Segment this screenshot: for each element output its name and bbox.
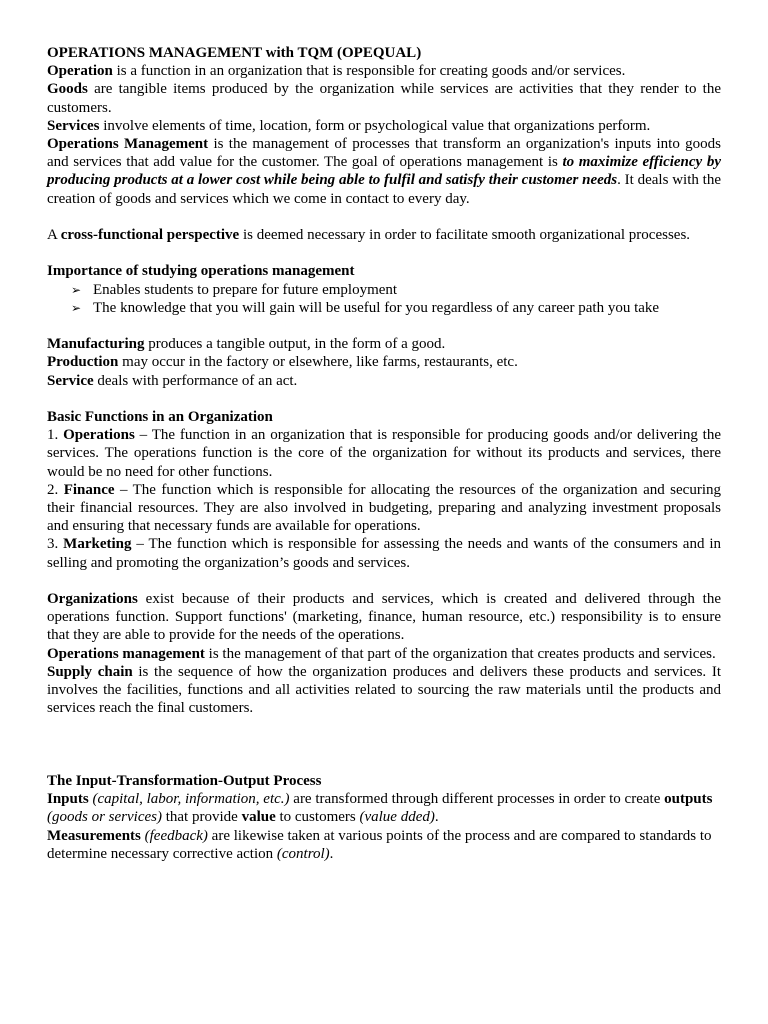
- term: outputs: [664, 791, 713, 808]
- list-item-text: Enables students to prepare for future employment: [93, 281, 398, 298]
- definition-service: [47, 372, 721, 390]
- term: cross-functional perspective: [60, 227, 240, 244]
- definition-text: deals with performance of an act.: [93, 372, 298, 389]
- ito-heading: The Input-Transformation-Output Process: [47, 773, 322, 790]
- goal-emphasis: to maximize efficiency by producing products at a lower cost while being able to fulfil and satisfy their customer needs: [47, 154, 721, 189]
- term: Operation: [47, 63, 113, 80]
- italic-text: (control): [276, 845, 330, 862]
- dash: –: [131, 536, 149, 553]
- italic-text: (value dded): [359, 809, 435, 826]
- italic-text: (goods or services): [47, 809, 162, 826]
- term: Operations management: [47, 645, 205, 662]
- term: Operations: [63, 427, 135, 444]
- text: is deemed necessary in order to facilitate smooth organizational processes.: [239, 227, 691, 244]
- text: to customers: [275, 809, 360, 826]
- text: are likewise taken at various points of the process and are compared to standards to determine necessary corrective action: [47, 827, 712, 862]
- text: that provide: [161, 809, 242, 826]
- importance-list: [47, 281, 721, 317]
- text: are transformed through different processes in order to create: [289, 791, 665, 808]
- arrow-bullet-icon: ➢: [71, 300, 82, 315]
- item-text: The function which is responsible for assessing the needs and wants of the consumers and in selling and promoting the organization’s goods and services.: [47, 536, 722, 571]
- text: A: [47, 227, 61, 244]
- definition-operations-management-2: [47, 645, 721, 663]
- ito-measurements-paragraph: [47, 827, 721, 863]
- definition-text: produces a tangible output, in the form of a good.: [144, 336, 446, 353]
- arrow-bullet-icon: ➢: [71, 282, 82, 297]
- definition-text: is the management of that part of the organization that creates products and services.: [204, 645, 716, 662]
- definition-operations-management: [47, 135, 721, 208]
- term: Supply chain: [47, 663, 133, 680]
- list-item: [71, 281, 721, 299]
- italic-text: (feedback): [144, 827, 208, 844]
- importance-heading: Importance of studying operations management: [47, 263, 355, 280]
- function-item-finance: [47, 481, 721, 536]
- item-number: 2.: [47, 481, 64, 498]
- list-item: [71, 299, 721, 317]
- term: Service: [47, 372, 94, 389]
- dash: –: [114, 481, 133, 498]
- term: Operations Management: [47, 136, 209, 153]
- item-text: The function in an organization that is responsible for producing goods and/or delivering the services. The operations function is the core of the organization for without its products and services, there would be no need for other functions.: [47, 427, 722, 480]
- definition-services: [47, 117, 721, 135]
- dash: –: [134, 427, 152, 444]
- term: Inputs: [47, 791, 89, 808]
- definition-text: are tangible items produced by the organization while services are activities that they render to the customers.: [47, 81, 721, 116]
- term: Measurements: [47, 827, 141, 844]
- document-title: OPERATIONS MANAGEMENT with TQM (OPEQUAL): [47, 45, 422, 61]
- basic-functions-heading: Basic Functions in an Organization: [47, 409, 273, 425]
- definition-text: is the management of processes that transform an organization's inputs into goods and services that add value for the customer. The goal of operations management is: [47, 136, 721, 171]
- term: Organizations: [47, 591, 138, 608]
- term: Goods: [47, 81, 88, 98]
- term: Production: [47, 354, 119, 371]
- definition-goods: [47, 80, 721, 116]
- cross-functional-paragraph: [47, 226, 721, 244]
- document-body: [47, 44, 721, 863]
- term: value: [241, 809, 276, 826]
- text: .: [329, 845, 334, 862]
- term: Services: [47, 117, 100, 134]
- term: Marketing: [63, 536, 132, 553]
- term: Finance: [63, 481, 115, 498]
- definition-text: involve elements of time, location, form or psychological value that organizations perform.: [99, 117, 651, 134]
- italic-text: (capital, labor, information, etc.): [92, 791, 290, 808]
- term: Manufacturing: [47, 336, 145, 353]
- definition-text: may occur in the factory or elsewhere, like farms, restaurants, etc.: [118, 354, 518, 371]
- ito-inputs-paragraph: [47, 790, 721, 826]
- text: .: [434, 809, 439, 826]
- definition-text: is the sequence of how the organization produces and delivers these products and services. It involves the facilities, functions and all activities related to sourcing the raw materials until the products and services reach the final customers.: [47, 663, 721, 717]
- definition-production: [47, 353, 721, 371]
- item-number: 3.: [47, 536, 64, 553]
- definition-organizations: [47, 590, 721, 645]
- definition-text: is a function in an organization that is responsible for creating goods and/or services.: [112, 63, 626, 80]
- item-text: The function which is responsible for allocating the resources of the organization and securing their financial resources. They are also involved in budgeting, preparing and analyzing investment proposals and ensuring that necessary funds are available for operations.: [47, 481, 721, 535]
- function-item-operations: [47, 426, 721, 481]
- definition-supply-chain: [47, 663, 721, 718]
- function-item-marketing: [47, 535, 721, 571]
- item-number: 1.: [47, 427, 64, 444]
- definition-text: . It deals with the creation of goods and services which we come in contact to every day.: [47, 172, 721, 207]
- list-item-text: The knowledge that you will gain will be useful for you regardless of any career path you take: [93, 299, 660, 316]
- definition-operation: [47, 62, 721, 80]
- definition-text: exist because of their products and services, which is created and delivered through the operations function. Support functions' (marketing, finance, human resource, etc.) responsibility is to ensure that they are able to provide for the needs of the operations.: [47, 591, 721, 644]
- definition-manufacturing: [47, 335, 721, 353]
